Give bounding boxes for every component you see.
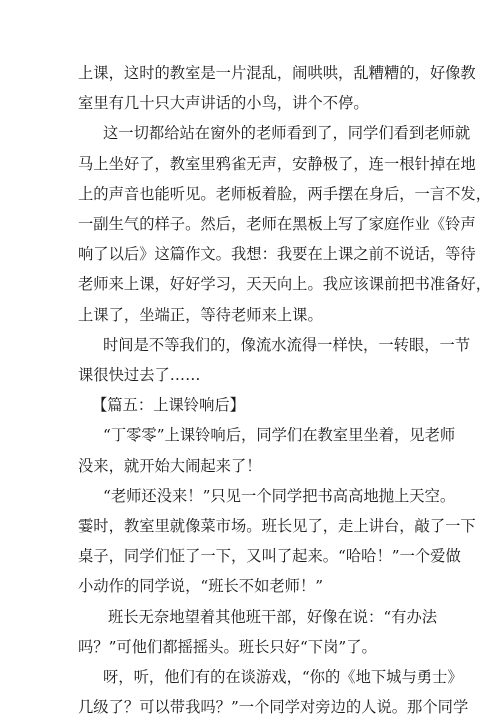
paragraph-2-line-6: 老师来上课，好好学习，天天向上。我应该课前把书准备好， [78, 275, 492, 293]
paragraph-6-line-2: 霎时，教室里就像菜市场。班长见了，走上讲台，敲了一下 [78, 517, 476, 535]
paragraph-5-line-2: 没来，就开始大闹起来了！ [78, 457, 262, 475]
paragraph-3-line-2: 课很快过去了…… [78, 366, 201, 384]
paragraph-7-line-1: 班长无奈地望着其他班干部，好像在说：“有办法 [108, 608, 438, 626]
section-heading: 【篇五：上课铃响后】 [92, 396, 245, 414]
paragraph-8-line-2: 几级了？可以带我吗？”一个同学对旁边的人说。那个同学 [78, 698, 469, 716]
paragraph-7-line-2: 吗？”可他们都摇摇头。班长只好“下岗”了。 [78, 638, 377, 656]
paragraph-2-line-5: 响了以后》这篇作文。我想：我要在上课之前不说话，等待 [78, 245, 476, 263]
paragraph-6-line-3: 桌子，同学们怔了一下，又叫了起来。“哈哈！”一个爱做 [78, 547, 461, 565]
paragraph-6-line-4: 小动作的同学说，“班长不如老师！” [78, 577, 324, 595]
paragraph-1-line-1: 上课，这时的教室是一片混乱，闹哄哄，乱糟糟的，好像教 [78, 64, 476, 82]
paragraph-2-line-2: 马上坐好了，教室里鸦雀无声，安静极了，连一根针掉在地 [78, 155, 476, 173]
paragraph-2-line-7: 上课了，坐端正，等待老师来上课。 [78, 306, 323, 324]
paragraph-2-line-3: 上的声音也能听见。老师板着脸，两手摆在身后，一言不发， [78, 185, 492, 203]
paragraph-5-line-1: “丁零零”上课铃响后，同学们在教室里坐着，见老师 [103, 426, 456, 444]
paragraph-3-line-1: 时间是不等我们的，像流水流得一样快，一转眼，一节 [103, 336, 471, 354]
paragraph-8-line-1: 呀，听，他们有的在谈游戏，“你的《地下城与勇士》 [103, 668, 463, 686]
paragraph-2-line-1: 这一切都给站在窗外的老师看到了，同学们看到老师就 [103, 124, 471, 142]
paragraph-2-line-4: 一副生气的样子。然后，老师在黑板上写了家庭作业《铃声 [78, 215, 476, 233]
paragraph-1-line-2: 室里有几十只大声讲话的小鸟，讲个不停。 [78, 94, 369, 112]
paragraph-6-line-1: “老师还没来！”只见一个同学把书高高地抛上天空。 [103, 487, 456, 505]
